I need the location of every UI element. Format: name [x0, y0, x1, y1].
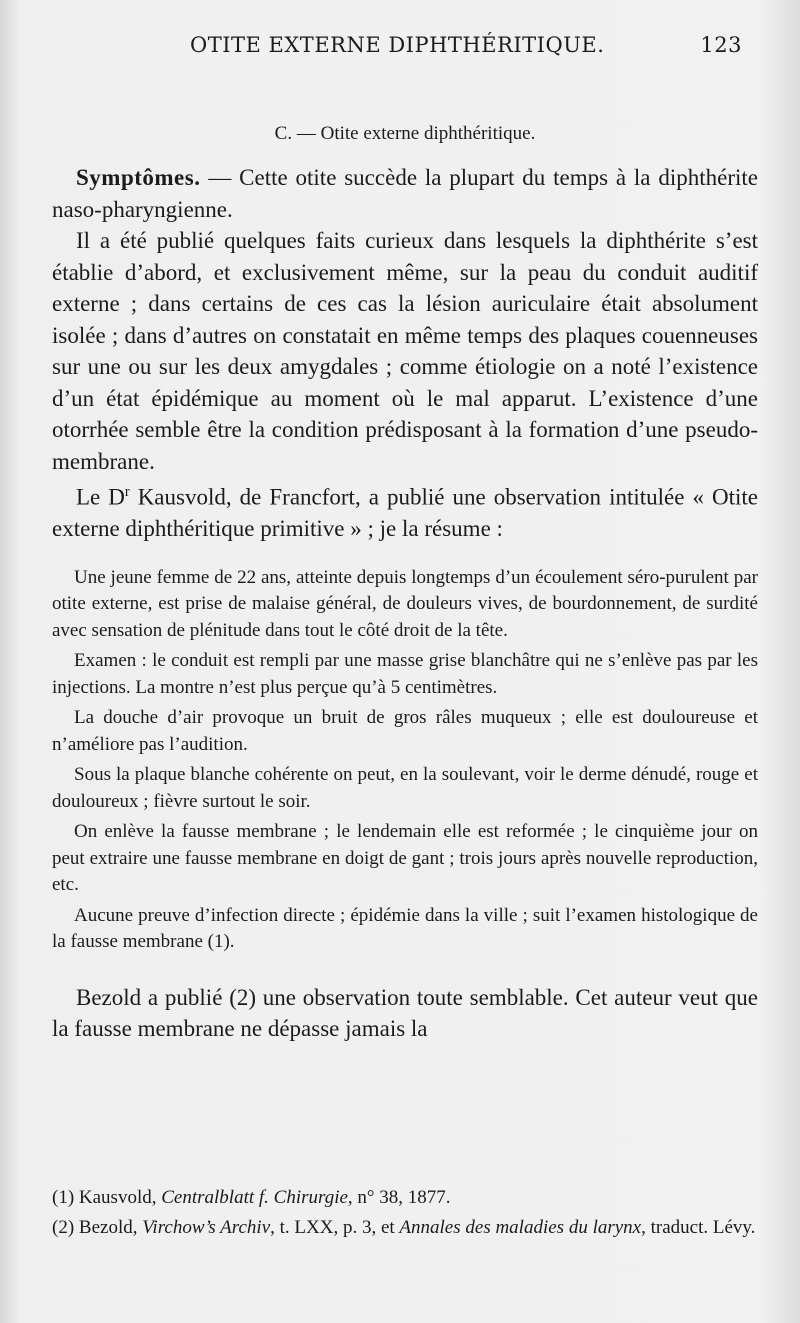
page-body: [52, 118, 758, 1045]
footnote-2: [52, 1213, 758, 1243]
kausvold-text-b: Kausvold, de Francfort, a publié une observation intitulée « Otite externe diphthéritique primitive » ; je la résume :: [52, 484, 758, 542]
kausvold-text-a: Le D: [76, 484, 125, 510]
observation-paragraph: On enlève la fausse membrane ; le lendemain elle est reformée ; le cinquième jour on peut extraire une fausse membrane en doigt de gant ; trois jours après nouvelle reproduction, etc.: [52, 821, 758, 896]
kausvold-superscript: r: [124, 484, 130, 500]
page-number: 123: [700, 33, 742, 57]
footnote-1-journal: Centralblatt f. Chirurgie: [161, 1187, 348, 1208]
footnote-2-journal-2: Annales des maladies du larynx: [399, 1217, 642, 1238]
footnote-2-journal-1: Virchow’s Archiv: [142, 1217, 271, 1238]
footnote-1-author: (1) Kausvold,: [52, 1187, 162, 1208]
page-header: [150, 33, 750, 65]
symptoms-text: — Cette otite succède la plupart du temps à la diphthérite naso-pharyngienne.: [52, 165, 758, 222]
footnotes: [52, 1183, 758, 1243]
running-title: OTITE EXTERNE DIPHTHÉRITIQUE.: [190, 33, 605, 57]
paragraph-kausvold: [52, 477, 758, 545]
observation-paragraph: La douche d’air provoque un bruit de gros râles muqueux ; elle est douloureuse et n’améliore pas l’audition.: [52, 707, 758, 755]
footnote-2-translator: , traduct. Lévy.: [641, 1217, 756, 1238]
paragraph-symptoms: [52, 162, 758, 225]
footnote-1-ref: , n° 38, 1877.: [347, 1187, 451, 1208]
footnote-2-author: (2) Bezold,: [52, 1217, 143, 1238]
observation-paragraph: Aucune preuve d’infection directe ; épidémie dans la ville ; suit l’examen histologique de la fausse membrane (1).: [52, 904, 758, 953]
case-observation: [52, 565, 758, 956]
paragraph-cases: Il a été publié quelques faits curieux dans lesquels la diphthérite s’est établie d’abord, et exclusivement même, sur la peau du conduit auditif externe ; dans certains de ces cas la lésion auriculaire était absolument isolée ; dans d’autres on constatait en même temps des plaques couenneuses sur une ou sur les deux amygdales ; comme étiologie on a noté l’existence d’un état épidémique au moment où le mal apparut. L’existence d’une otorrhée semble être la condition prédisposant à la formation d’une pseudo-membrane.: [52, 228, 758, 474]
observation-paragraph: Examen : le conduit est rempli par une masse grise blanchâtre qui ne s’enlève pas par les injections. La montre n’est plus perçue qu’à 5 centimètres.: [52, 650, 758, 698]
section-title: C. — Otite externe diphthéritique.: [274, 123, 536, 144]
observation-paragraph: Une jeune femme de 22 ans, atteinte depuis longtemps d’un écoulement séro-purulent par otite externe, est prise de malaise général, de douleurs vives, de bourdonnement, de surdité avec sensation de plénitude dans tout le côté droit de la tête.: [52, 566, 758, 641]
paragraph-bezold: Bezold a publié (2) une observation toute semblable. Cet auteur veut que la fausse membrane ne dépasse jamais la: [52, 984, 758, 1042]
footnote-2-ref: , t. LXX, p. 3, et: [270, 1217, 400, 1238]
observation-paragraph: Sous la plaque blanche cohérente on peut, en la soulevant, voir le derme dénudé, rouge et douloureux ; fièvre surtout le soir.: [52, 764, 758, 812]
footnote-1: [52, 1183, 758, 1213]
symptoms-lead: Symptômes.: [76, 165, 201, 190]
